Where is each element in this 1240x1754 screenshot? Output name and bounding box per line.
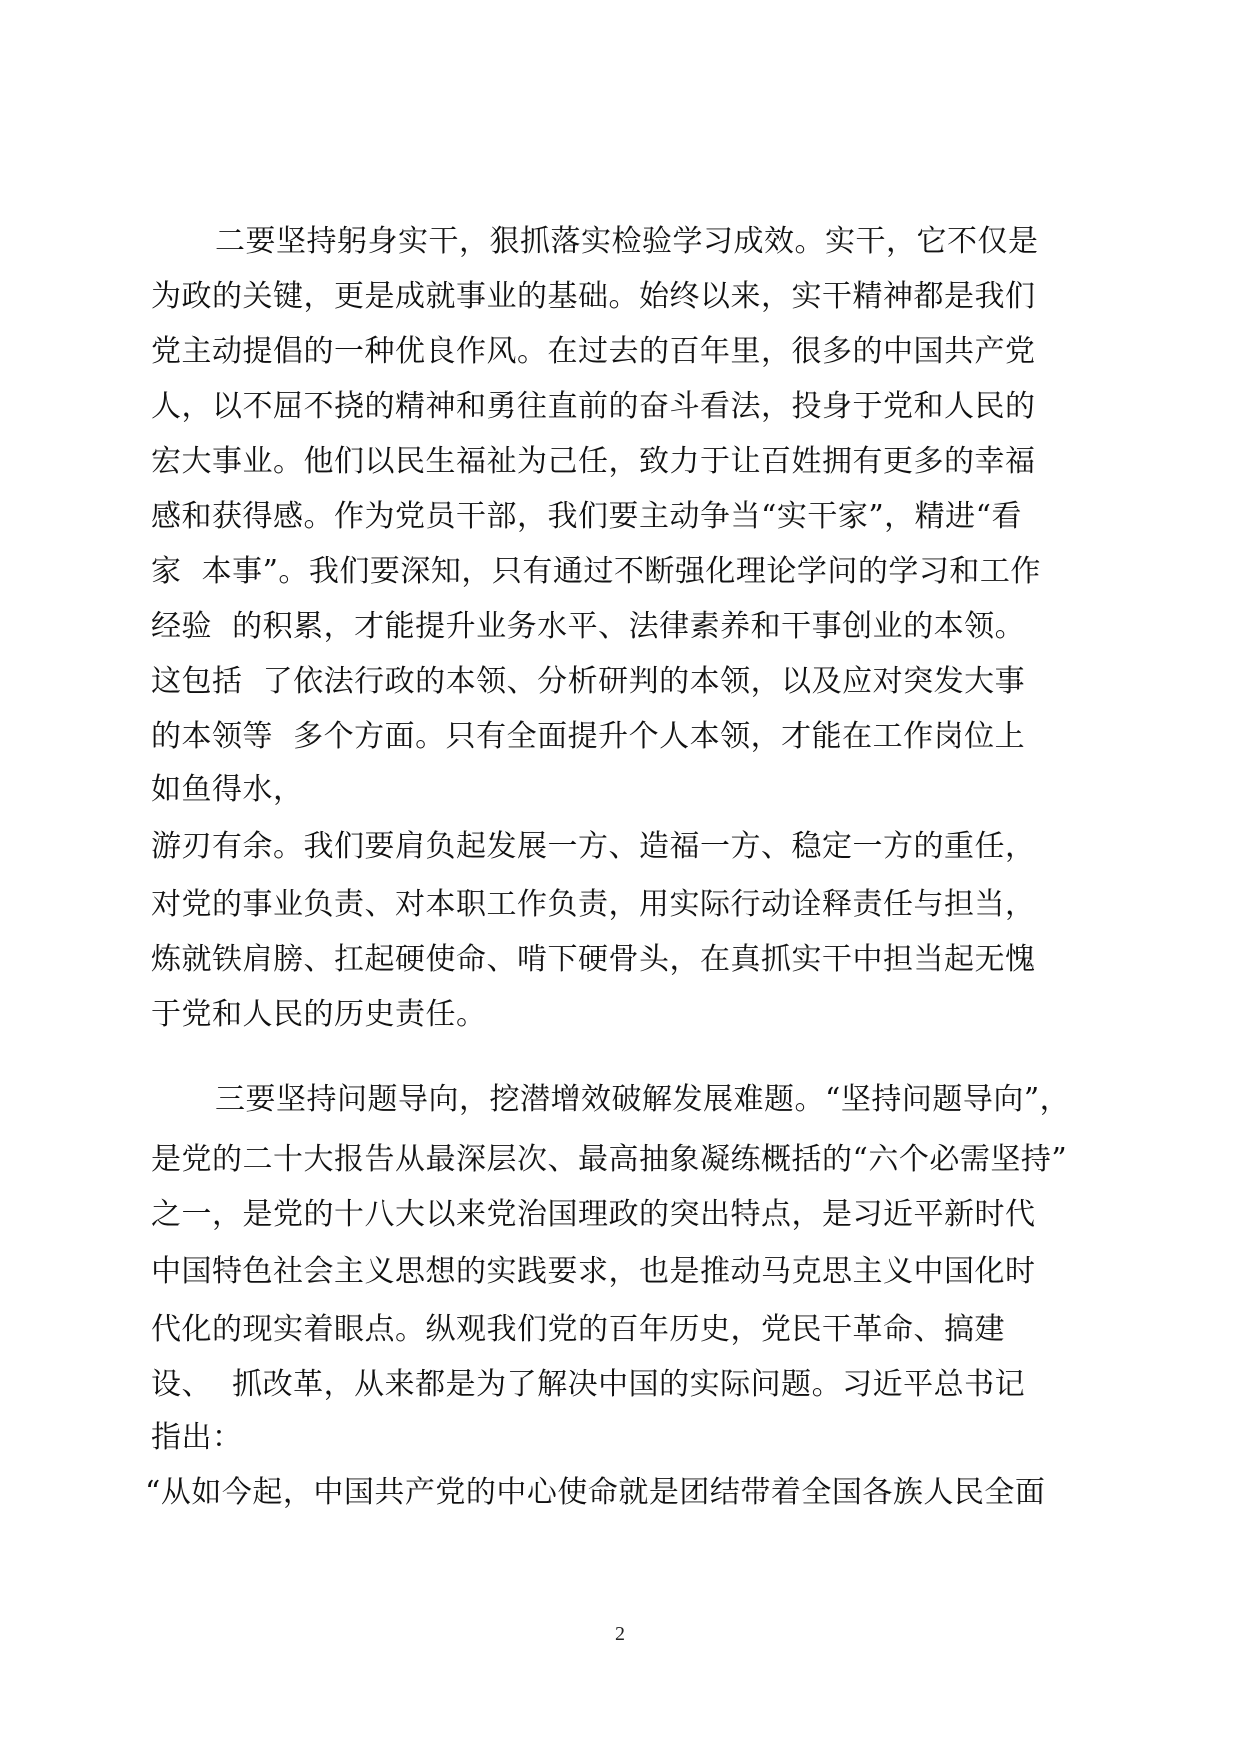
body-text-line: 指出： [151, 1420, 243, 1455]
body-text-line: 人，以不屈不挠的精神和勇往直前的奋斗看法，投身于党和人民的 [151, 389, 1036, 424]
body-text-line: 宏大事业。他们以民生福祉为己任，致力于让百姓拥有更多的幸福 [151, 444, 1036, 479]
body-text-line: 对党的事业负责、对本职工作负责，用实际行动诠释责任与担当， [151, 887, 1036, 922]
body-text-line: 中国特色社会主义思想的实践要求，也是推动马克思主义中国化时 [151, 1254, 1036, 1289]
page-number: 2 [615, 1623, 625, 1645]
body-text-line: 为政的关键，更是成就事业的基础。始终以来，实干精神都是我们 [151, 279, 1036, 314]
body-text-line: 之一，是党的十八大以来党治国理政的突出特点，是习近平新时代 [151, 1197, 1036, 1232]
body-text-line: 设、 抓改革，从来都是为了解决中国的实际问题。习近平总书记 [151, 1367, 1026, 1402]
body-text-line: 的本领等 多个方面。只有全面提升个人本领，才能在工作岗位上 [151, 719, 1026, 754]
body-text-line: 家 本事”。我们要深知，只有通过不断强化理论学问的学习和工作 [151, 554, 1041, 589]
body-text-line: 经验 的积累，才能提升业务水平、法律素养和干事创业的本领。 [151, 609, 1026, 644]
body-text-line: 是党的二十大报告从最深层次、最高抽象凝练概括的“六个必需坚持” [151, 1142, 1068, 1177]
body-text-line: “从如今起，中国共产党的中心使命就是团结带着全国各族人民全面 [145, 1475, 1046, 1510]
body-text-line: 于党和人民的历史责任。 [151, 997, 487, 1032]
body-text-line: 如鱼得水， [151, 772, 304, 807]
body-text-line: 感和获得感。作为党员干部，我们要主动争当“实干家”，精进“看 [151, 499, 1023, 534]
body-text-line: 二要坚持躬身实干，狠抓落实检验学习成效。实干，它不仅是 [215, 224, 1039, 259]
body-text-line: 炼就铁肩膀、扛起硬使命、啃下硬骨头，在真抓实干中担当起无愧 [151, 942, 1036, 977]
body-text-line: 三要坚持问题导向，挖潜增效破解发展难题。“坚持问题导向”， [215, 1082, 1071, 1117]
body-text-line: 游刃有余。我们要肩负起发展一方、造福一方、稳定一方的重任， [151, 829, 1036, 864]
body-text-line: 代化的现实着眼点。纵观我们党的百年历史，党民干革命、搞建 [151, 1312, 1005, 1347]
body-text-line: 这包括 了依法行政的本领、分析研判的本领，以及应对突发大事 [151, 664, 1026, 699]
body-text-line: 党主动提倡的一种优良作风。在过去的百年里，很多的中国共产党 [151, 334, 1036, 369]
